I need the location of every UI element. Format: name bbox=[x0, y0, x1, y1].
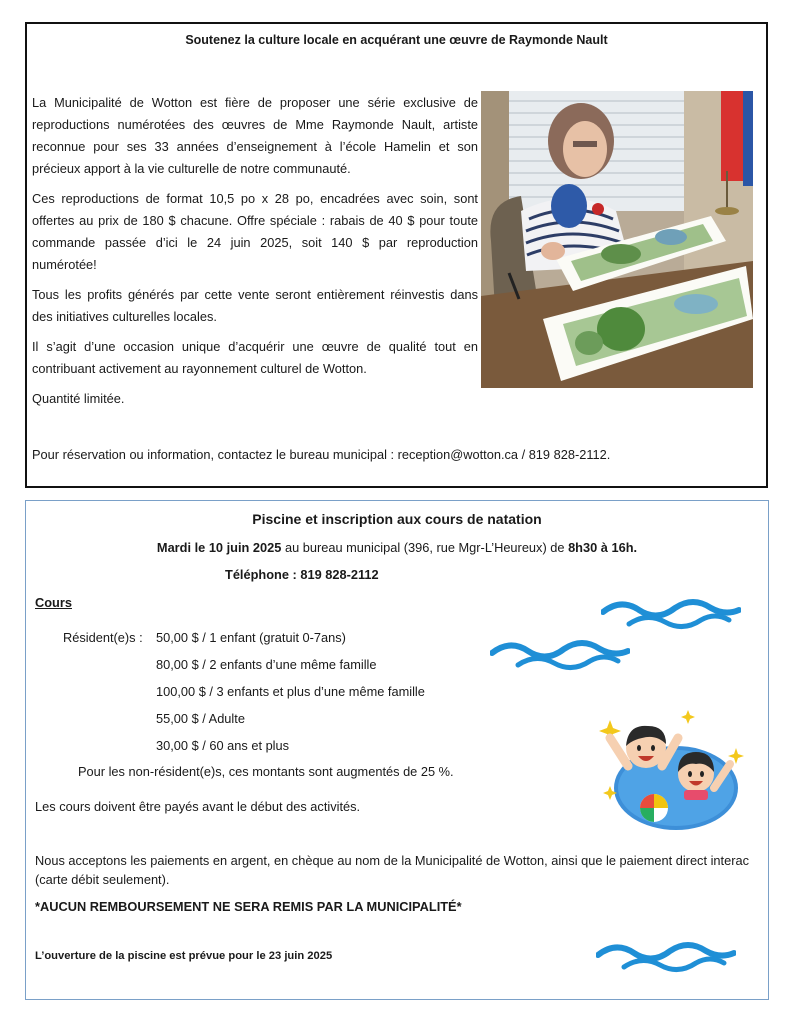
no-refund-notice: *AUCUN REMBOURSEMENT NE SERA REMIS PAR LA MUNICIPALITÉ* bbox=[35, 899, 462, 914]
registration-location: au bureau municipal (396, rue Mgr-L’Heureux) de bbox=[281, 540, 569, 555]
pool-section bbox=[25, 500, 769, 1000]
paragraph-opportunity: Il s’agit d’une occasion unique d’acquérir une œuvre de qualité tout en contribuant activement au rayonnement culturel de Wotton. bbox=[32, 339, 478, 376]
paragraph-limited: Quantité limitée. bbox=[32, 391, 125, 406]
price-list bbox=[63, 629, 425, 764]
resident-label: Résident(e)s : bbox=[63, 630, 143, 645]
registration-hours: 8h30 à 16h. bbox=[568, 540, 638, 555]
price-row bbox=[63, 737, 425, 764]
wave-icon bbox=[490, 639, 630, 673]
pool-title: Piscine et inscription aux cours de natation bbox=[252, 511, 542, 527]
artist-photo bbox=[481, 91, 753, 388]
price-item: 50,00 $ / 1 enfant (gratuit 0-7ans) bbox=[156, 630, 346, 645]
pool-phone: Téléphone : 819 828-2112 bbox=[225, 567, 379, 582]
pool-opening-date: L’ouverture de la piscine est prévue pour le 23 juin 2025 bbox=[35, 950, 333, 962]
price-item: 55,00 $ / Adulte bbox=[156, 711, 245, 726]
price-row bbox=[63, 710, 425, 737]
art-sale-section bbox=[25, 22, 768, 488]
price-row bbox=[63, 683, 425, 710]
art-sale-contact: Pour réservation ou information, contactez le bureau municipal : reception@wotton.ca / 819 828-2112. bbox=[32, 447, 611, 462]
wave-icon bbox=[596, 941, 736, 975]
non-resident-note: Pour les non-résident(e)s, ces montants sont augmentés de 25 %. bbox=[78, 764, 454, 779]
registration-date: Mardi le 10 juin 2025 bbox=[156, 540, 282, 555]
children-swimming-illustration bbox=[598, 708, 748, 833]
art-sale-body bbox=[32, 92, 478, 418]
price-item: 30,00 $ / 60 ans et plus bbox=[156, 738, 290, 753]
paragraph-profits: Tous les profits générés par cette vente seront entièrement réinvestis dans des initiatives culturelles locales. bbox=[32, 287, 478, 324]
price-item: 80,00 $ / 2 enfants d’une même famille bbox=[156, 657, 377, 672]
registration-date-line bbox=[26, 540, 768, 555]
payment-before-note: Les cours doivent être payés avant le début des activités. bbox=[35, 799, 361, 814]
price-item: 100,00 $ / 3 enfants et plus d’une même famille bbox=[156, 684, 425, 699]
paragraph-intro: La Municipalité de Wotton est fière de proposer une série exclusive de reproductions numérotées des œuvres de Mme Raymonde Nault, artiste reconnue pour ses 33 années d’enseignement à l’école Hamelin et son précieux apport à la vie culturelle de notre communauté. bbox=[32, 95, 478, 176]
payment-methods-note: Nous acceptons les paiements en argent, en chèque au nom de la Municipalité de Wotton, ainsi que le paiement direct interac (carte débit seulement). bbox=[35, 853, 749, 887]
price-row bbox=[63, 629, 425, 656]
cours-heading: Cours bbox=[35, 595, 72, 610]
art-sale-title: Soutenez la culture locale en acquérant une œuvre de Raymonde Nault bbox=[185, 33, 608, 47]
price-row bbox=[63, 656, 425, 683]
wave-icon bbox=[601, 598, 741, 632]
paragraph-price: Ces reproductions de format 10,5 po x 28 po, encadrées avec soin, sont offertes au prix de 180 $ chacune. Offre spéciale : rabais de 40 $ pour toute commande passée d’ici le 24 juin 2025, soit 140 $ par reproduction numérotée! bbox=[32, 191, 478, 272]
